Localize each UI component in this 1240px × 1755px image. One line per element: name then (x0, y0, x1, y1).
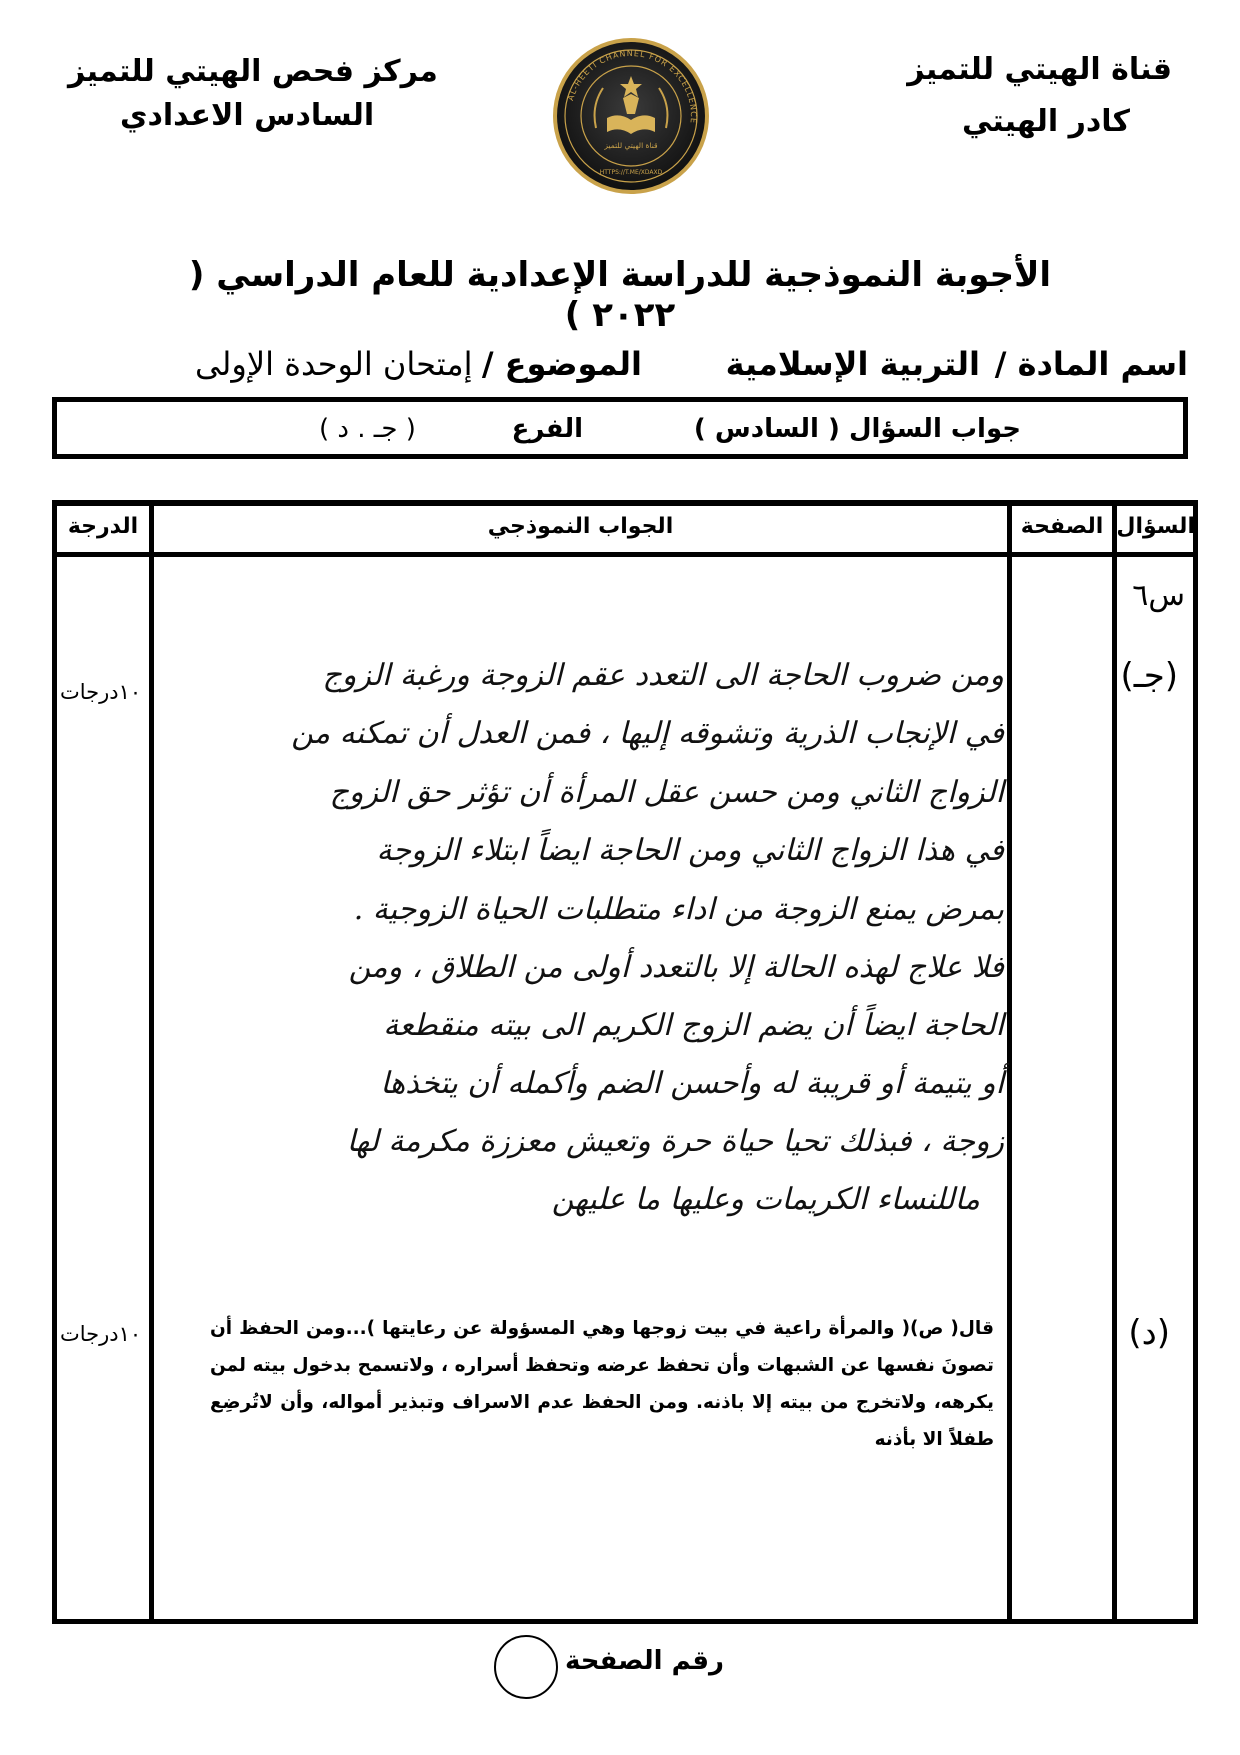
header-grade: الدرجة (67, 514, 139, 539)
row-label-d: (د) (1128, 1313, 1170, 1353)
svg-text:AL-HEETI CHANNEL FOR EXCELLENC: AL-HEETI CHANNEL FOR EXCELLENCE (566, 48, 699, 125)
handwritten-line: في هذا الزواج الثاني ومن الحاجة ايضاً ابتلاء الزوجة (376, 833, 1004, 868)
topic-label: الموضوع / (481, 345, 642, 383)
handwritten-line: الحاجة ايضاً أن يضم الزوج الكريم الى بيته منقطعة (383, 1008, 1004, 1043)
header-question: السؤال (1116, 514, 1195, 539)
grade-level: السادس الاعدادي (120, 98, 375, 133)
question-label: جواب السؤال ( السادس ) (693, 414, 1021, 444)
header-model-answer: الجواب النموذجي (487, 514, 674, 539)
printed-answer-d: قال( ص)( والمرأة راعية في بيت زوجها وهي المسؤولة عن رعايتها )...ومن الحفظ أن تصونَ نفسها عن الشبهات وأن تحفظ عرضه وتحفظ أسراره ، ولاتسمح بدخول بيته لمن يكرهه، ولاتخرج من بيته إلا باذنه. ومن الحفظ عدم الاسراف وتبذير أمواله، وأن لاتُرضِع طفلاً الا بأذنه (210, 1318, 994, 1450)
handwritten-line: في الإنجاب الذرية وتشوقه إليها ، فمن العدل أن تمكنه من (291, 716, 1004, 751)
question-number: س٦ (1132, 578, 1185, 613)
handwritten-line: ومن ضروب الحاجة الى التعدد عقم الزوجة ورغبة الزوج (322, 658, 1004, 693)
handwritten-line: زوجة ، فبذلك تحيا حياة حرة وتعيش معززة مكرمة لها (346, 1124, 1004, 1159)
handwritten-line: أو يتيمة أو قريبة له وأحسن الضم وأكمله أن يتخذها (380, 1066, 1004, 1101)
answer-header-box (52, 397, 1188, 459)
grade-d: ١٠درجات (60, 1322, 142, 1346)
handwritten-line: الزواج الثاني ومن حسن عقل المرأة أن تؤثر حق الزوج (329, 775, 1004, 810)
channel-name: قناة الهيتي للتميز (907, 52, 1172, 87)
branch-label: الفرع (511, 414, 583, 444)
page-number-circle (494, 1635, 558, 1699)
center-name: مركز فحص الهيتي للتميز (68, 54, 438, 89)
grade-c: ١٠درجات (60, 680, 142, 704)
page-number-label: رقم الصفحة (565, 1646, 724, 1676)
channel-logo (551, 36, 711, 196)
topic-value: إمتحان الوحدة الإولى (195, 345, 473, 383)
svg-text:قناة الهيتي للتميز: قناة الهيتي للتميز (604, 141, 658, 150)
channel-staff: كادر الهيتي (961, 104, 1130, 139)
subject-label: اسم المادة / (994, 345, 1188, 383)
handwritten-line: فلا علاج لهذه الحالة إلا بالتعدد أولى من الطلاق ، ومن (348, 950, 1004, 985)
handwritten-line: بمرض يمنع الزوجة من اداء متطلبات الحياة الزوجية . (353, 892, 1004, 927)
branch-value: ( جـ . د ) (319, 414, 416, 444)
header-page: الصفحة (1020, 514, 1104, 539)
svg-text:HTTPS://T.ME/XDAXD: HTTPS://T.ME/XDAXD (599, 169, 663, 176)
handwritten-line: ماللنساء الكريمات وعليها ما عليهن (551, 1182, 980, 1217)
page-title: الأجوبة النموذجية للدراسة الإعدادية للعام الدراسي ( ٢٠٢٢ ) (188, 255, 1052, 335)
subject-value: التربية الإسلامية (725, 345, 980, 383)
row-label-c: (جـ) (1120, 656, 1178, 696)
